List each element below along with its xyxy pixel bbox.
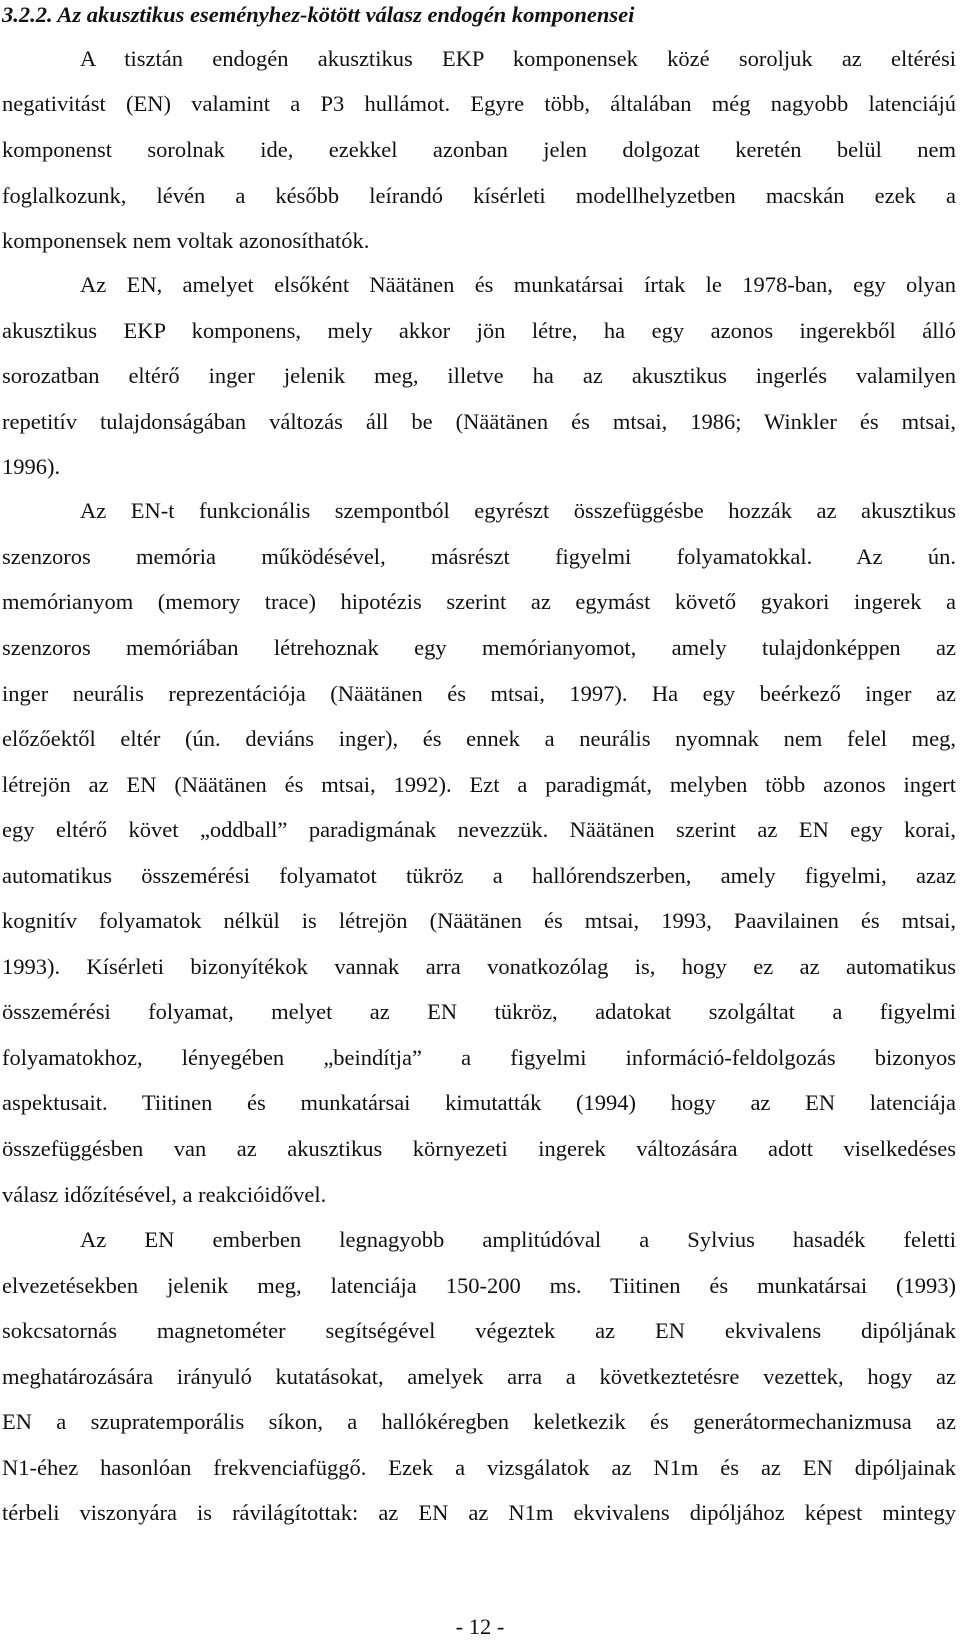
text-line: előzőektől eltér (ún. deviáns inger), és ennek a neurális nyomnak nem felel meg, (2, 726, 956, 751)
text-line: sorozatban eltérő inger jelenik meg, illetve ha az akusztikus ingerlés valamilyen (2, 363, 956, 388)
text-line: komponenst sorolnak ide, ezekkel azonban jelen dolgozat keretén belül nem (2, 137, 956, 162)
text-line: elvezetésekben jelenik meg, latenciája 150-200 ms. Tiitinen és munkatársai (1993) (2, 1273, 956, 1298)
text-line: akusztikus EKP komponens, mely akkor jön létre, ha egy azonos ingerekből álló (2, 318, 956, 343)
text-line: N1-éhez hasonlóan frekvenciafüggő. Ezek a vizsgálatok az N1m és az EN dipóljainak (2, 1455, 956, 1480)
text-line: térbeli viszonyára is rávilágítottak: az EN az N1m ekvivalens dipóljához képest mintegy (2, 1500, 956, 1525)
text-line: Az EN emberben legnagyobb amplitúdóval a Sylvius hasadék feletti (80, 1227, 956, 1252)
text-line: 1996). (2, 454, 61, 479)
text-line: A tisztán endogén akusztikus EKP komponensek közé soroljuk az eltérési (80, 46, 956, 71)
text-line: válasz időzítésével, a reakcióidővel. (2, 1182, 327, 1207)
text-line: sokcsatornás magnetométer segítségével végeztek az EN ekvivalens dipóljának (2, 1318, 956, 1343)
text-line: kognitív folyamatok nélkül is létrejön (Näätänen és mtsai, 1993, Paavilainen és mtsai, (2, 908, 956, 933)
text-line: foglalkozunk, lévén a később leírandó kísérleti modellhelyzetben macskán ezek a (2, 183, 956, 208)
text-line: egy eltérő követ „oddball” paradigmának nevezzük. Näätänen szerint az EN egy korai, (2, 817, 956, 842)
text-line: szenzoros memória működésével, másrészt figyelmi folyamatokkal. Az ún. (2, 544, 956, 569)
text-line: negativitást (EN) valamint a P3 hullámot. Egyre több, általában még nagyobb latenciájú (2, 91, 956, 116)
section-heading: 3.2.2. Az akusztikus eseményhez-kötött válasz endogén komponensei (2, 2, 635, 27)
text-line: meghatározására irányuló kutatásokat, amelyek arra a következtetésre vezettek, hogy az (2, 1364, 956, 1389)
text-line: 1993). Kísérleti bizonyítékok vannak arra vonatkozólag is, hogy ez az automatikus (2, 954, 956, 979)
text-line: EN a szupratemporális síkon, a hallókéregben keletkezik és generátormechanizmusa az (2, 1409, 956, 1434)
text-line: memórianyom (memory trace) hipotézis szerint az egymást követő gyakori ingerek a (2, 589, 956, 614)
text-line: létrejön az EN (Näätänen és mtsai, 1992). Ezt a paradigmát, melyben több azonos ingert (2, 772, 956, 797)
text-line: inger neurális reprezentációja (Näätänen és mtsai, 1997). Ha egy beérkező inger az (2, 681, 956, 706)
page-number: - 12 - (455, 1614, 505, 1639)
text-line: Az EN-t funkcionális szempontból egyrészt összefüggésbe hozzák az akusztikus (80, 498, 956, 523)
text-line: automatikus összemérési folyamatot tükröz a hallórendszerben, amely figyelmi, azaz (2, 863, 956, 888)
text-line: komponensek nem voltak azonosíthatók. (2, 228, 370, 253)
text-line: repetitív tulajdonságában változás áll be (Näätänen és mtsai, 1986; Winkler és mtsai, (2, 409, 956, 434)
text-line: folyamatokhoz, lényegében „beindítja” a figyelmi információ-feldolgozás bizonyos (2, 1045, 956, 1070)
text-line: aspektusait. Tiitinen és munkatársai kimutatták (1994) hogy az EN latenciája (2, 1090, 956, 1115)
text-line: összemérési folyamat, melyet az EN tükröz, adatokat szolgáltat a figyelmi (2, 999, 956, 1024)
text-line: Az EN, amelyet elsőként Näätänen és munkatársai írtak le 1978-ban, egy olyan (80, 272, 956, 297)
text-line: szenzoros memóriában létrehoznak egy memórianyomot, amely tulajdonképpen az (2, 635, 956, 660)
text-line: összefüggésben van az akusztikus környezeti ingerek változására adott viselkedéses (2, 1136, 956, 1161)
